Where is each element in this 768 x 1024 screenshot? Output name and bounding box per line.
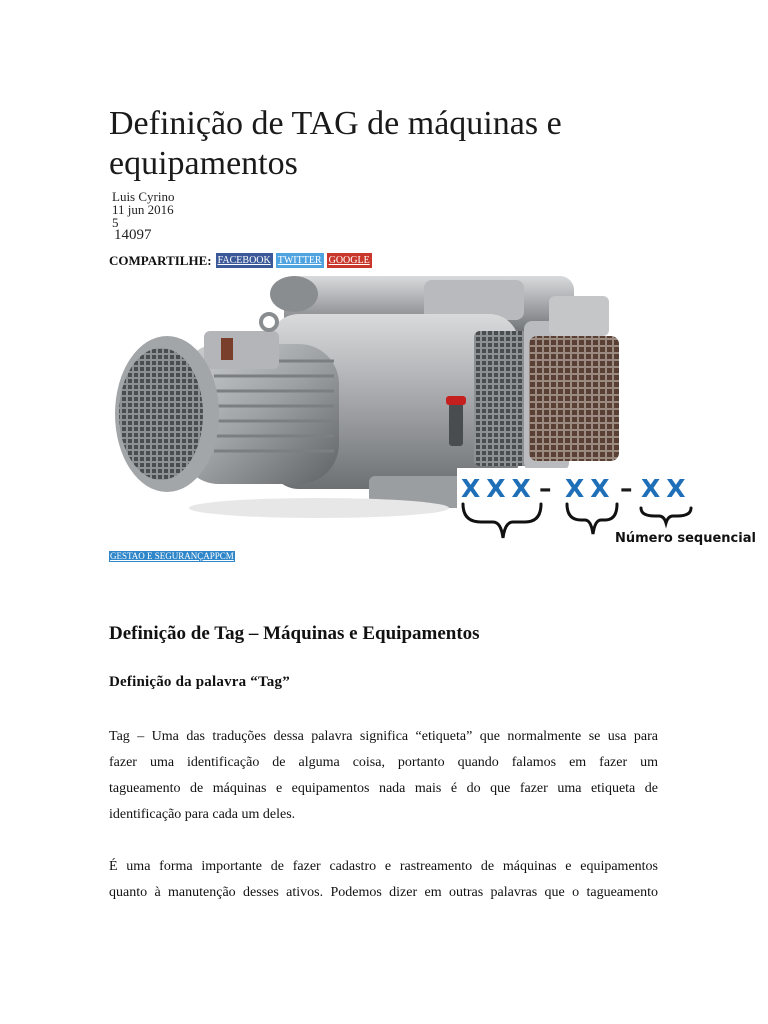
paragraph-line: Tag – Uma das traduções dessa palavra significa “etiqueta” que normalmente se usa para	[109, 729, 658, 744]
paragraph-line: É uma forma importante de fazer cadastro e rastreamento de máquinas e equipamentos	[109, 859, 658, 874]
paragraph-line: tagueamento de máquinas e equipamentos nada mais é do que fazer uma etiqueta de	[109, 781, 658, 796]
machine-image	[109, 276, 768, 548]
tag-part-1: XXX	[461, 474, 537, 503]
share-bar	[109, 252, 375, 269]
publish-date: 11 jun 2016	[112, 202, 174, 217]
section-heading: Definição de Tag – Máquinas e Equipamentos	[109, 623, 480, 644]
google-share-button[interactable]: GOOGLE	[328, 255, 370, 266]
tag-caption: Número sequencial	[615, 531, 756, 546]
comment-count[interactable]: 5	[112, 215, 119, 230]
article-title: Definição de TAG de máquinas e equipamentos	[109, 105, 562, 182]
paragraph-line: identificação para cada um deles.	[109, 807, 296, 822]
facebook-share-button[interactable]: FACEBOOK	[217, 255, 271, 266]
paragraph-line: quanto à manutenção desses ativos. Podemos dizer em outras palavras que o tagueamento	[109, 885, 658, 900]
category-link[interactable]: GESTAO E SEGURANÇAPPCM	[110, 551, 234, 561]
section-subheading: Definição da palavra “Tag”	[109, 674, 290, 690]
tag-dash-2: –	[620, 474, 633, 503]
tag-part-2: XX	[565, 474, 616, 503]
paragraph-line: fazer uma identificação de alguma coisa, portanto quando falamos em fazer um	[109, 755, 658, 770]
author-name[interactable]: Luis Cyrino	[112, 189, 175, 204]
twitter-share-button[interactable]: TWITTER	[277, 255, 322, 266]
share-label: COMPARTILHE:	[109, 252, 212, 268]
tag-part-3: XX	[641, 474, 692, 503]
tag-dash-1: –	[539, 474, 552, 503]
view-count: 14097	[114, 227, 152, 243]
